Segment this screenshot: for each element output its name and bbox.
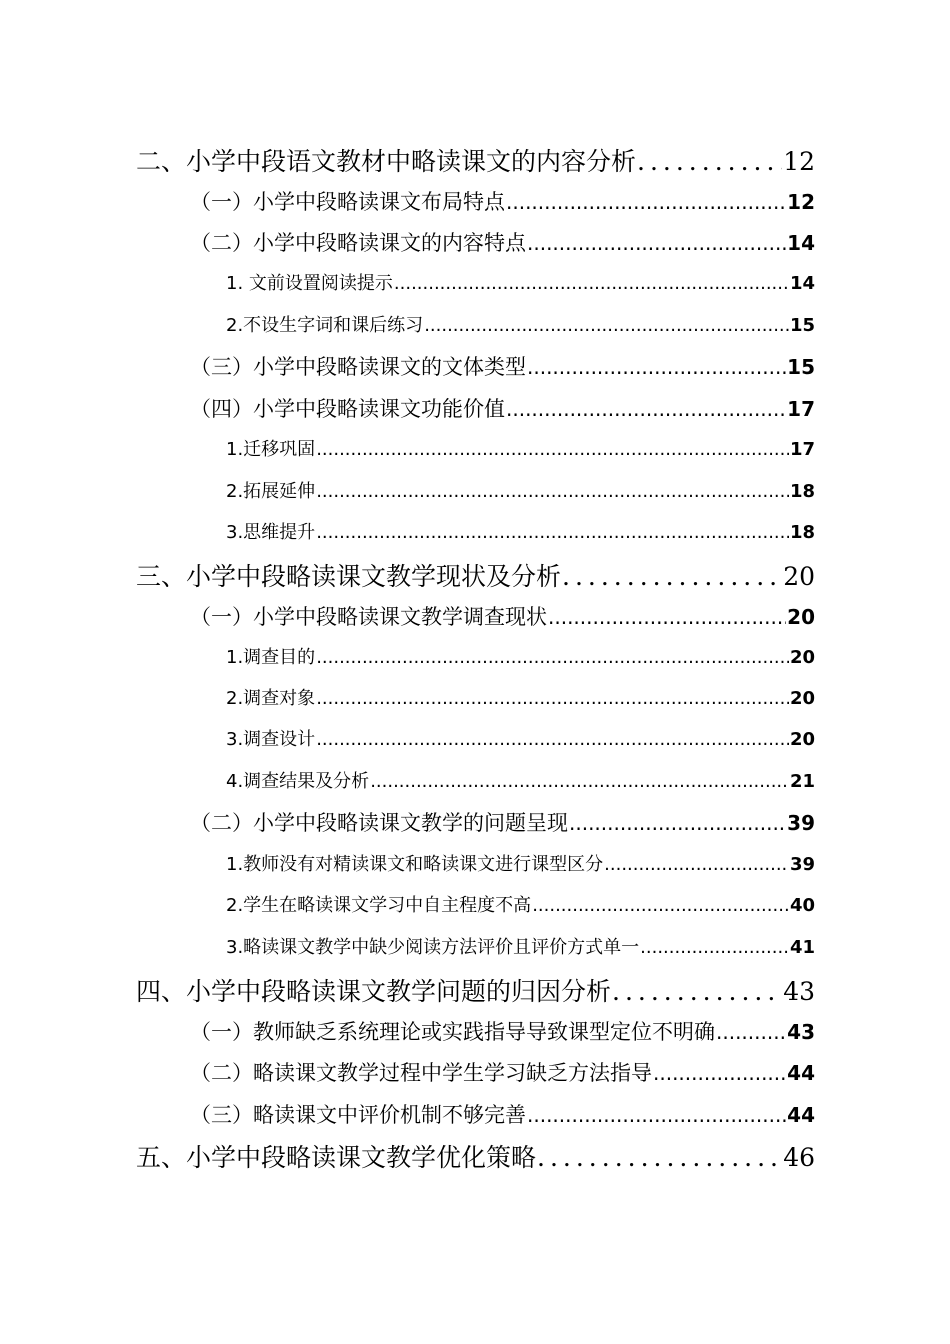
- toc-entry-label: 五、小学中段略读课文教学优化策略: [136, 1143, 537, 1172]
- dot-leader: [424, 315, 789, 336]
- dot-leader: [506, 397, 786, 421]
- toc-entry-label: （一）小学中段略读课文布局特点: [190, 190, 505, 214]
- dot-leader: [316, 688, 789, 709]
- toc-entry-page: 17: [787, 397, 815, 421]
- toc-entry-label: 2.调查对象: [226, 688, 316, 709]
- toc-entry-page: 12: [787, 190, 815, 214]
- dot-leader: [637, 147, 782, 176]
- toc-entry-page: 15: [787, 355, 815, 379]
- toc-entry[interactable]: [136, 972, 815, 1006]
- toc-entry[interactable]: [226, 518, 815, 546]
- dot-leader: [316, 647, 789, 668]
- toc-entry[interactable]: [226, 269, 815, 297]
- toc-entry-label: （四）小学中段略读课文功能价值: [190, 397, 505, 421]
- toc-entry[interactable]: [190, 1016, 815, 1046]
- toc-entry-label: 4.调查结果及分析: [226, 771, 370, 792]
- toc-entry-page: 44: [787, 1061, 815, 1085]
- toc-entry-label: 1.调查目的: [226, 647, 316, 668]
- toc-entry[interactable]: [136, 1138, 815, 1172]
- toc-entry-label: 二、小学中段语文教材中略读课文的内容分析: [136, 147, 637, 176]
- dot-leader: [316, 729, 789, 750]
- toc-entry-label: （二）略读课文教学过程中学生学习缺乏方法指导: [190, 1061, 652, 1085]
- toc-entry-label: 1.迁移巩固: [226, 439, 316, 460]
- toc-entry-label: （一）教师缺乏系统理论或实践指导导致课型定位不明确: [190, 1020, 715, 1044]
- toc-entry-page: 18: [789, 481, 815, 502]
- toc-entry-page: 39: [787, 811, 815, 835]
- dot-leader: [527, 1103, 786, 1127]
- toc-entry[interactable]: [190, 601, 815, 631]
- dot-leader: [562, 562, 782, 591]
- toc-entry-page: 20: [789, 647, 815, 668]
- toc-entry-page: 43: [787, 1020, 815, 1044]
- dot-leader: [394, 273, 789, 294]
- toc-entry-label: （二）小学中段略读课文教学的问题呈现: [190, 811, 568, 835]
- dot-leader: [640, 937, 789, 958]
- toc-entry-label: 2.不设生字词和课后练习: [226, 315, 424, 336]
- toc-entry-page: 18: [789, 522, 815, 543]
- toc-entry-label: 2.学生在略读课文学习中自主程度不高: [226, 895, 532, 916]
- dot-leader: [532, 895, 789, 916]
- toc-entry[interactable]: [226, 643, 815, 671]
- toc-entry[interactable]: [190, 1057, 815, 1087]
- toc-entry-page: 44: [787, 1103, 815, 1127]
- toc-entry[interactable]: [136, 142, 815, 176]
- toc-entry[interactable]: [136, 557, 815, 591]
- toc-entry-page: 15: [789, 315, 815, 336]
- dot-leader: [370, 771, 789, 792]
- toc-entry-label: （二）小学中段略读课文的内容特点: [190, 231, 526, 255]
- dot-leader: [612, 977, 782, 1006]
- toc-entry[interactable]: [190, 227, 815, 257]
- dot-leader: [548, 605, 786, 629]
- toc-entry-label: 四、小学中段略读课文教学问题的归因分析: [136, 977, 612, 1006]
- dot-leader: [653, 1061, 786, 1085]
- dot-leader: [316, 481, 789, 502]
- toc-entry-page: 21: [789, 771, 815, 792]
- toc-entry-label: 1.教师没有对精读课文和略读课文进行课型区分: [226, 854, 604, 875]
- toc-entry-page: 20: [789, 729, 815, 750]
- toc-entry-page: 12: [783, 147, 815, 176]
- toc-entry-page: 40: [789, 895, 815, 916]
- toc-entry-label: 2.拓展延伸: [226, 481, 316, 502]
- toc-entry[interactable]: [190, 1099, 815, 1129]
- dot-leader: [604, 854, 789, 875]
- toc-entry-page: 46: [783, 1143, 815, 1172]
- toc-entry-label: 1. 文前设置阅读提示: [226, 273, 393, 294]
- toc-entry-page: 20: [789, 688, 815, 709]
- dot-leader: [569, 811, 786, 835]
- toc-entry[interactable]: [190, 393, 815, 423]
- toc-entry-label: 3.略读课文教学中缺少阅读方法评价且评价方式单一: [226, 937, 640, 958]
- toc-entry-label: 3.调查设计: [226, 729, 316, 750]
- toc-entry-page: 43: [783, 977, 815, 1006]
- dot-leader: [527, 231, 786, 255]
- toc-entry[interactable]: [190, 807, 815, 837]
- dot-leader: [537, 1143, 782, 1172]
- toc-entry[interactable]: [226, 684, 815, 712]
- toc-entry[interactable]: [226, 477, 815, 505]
- dot-leader: [506, 190, 786, 214]
- toc-entry[interactable]: [226, 435, 815, 463]
- toc-entry-page: 14: [789, 273, 815, 294]
- toc-entry-page: 20: [787, 605, 815, 629]
- toc-entry-page: 41: [789, 937, 815, 958]
- dot-leader: [316, 522, 789, 543]
- toc-entry[interactable]: [226, 850, 815, 878]
- toc-entry[interactable]: [226, 311, 815, 339]
- toc-entry-page: 39: [789, 854, 815, 875]
- toc-entry-label: （一）小学中段略读课文教学调查现状: [190, 605, 547, 629]
- toc-entry-page: 17: [789, 439, 815, 460]
- dot-leader: [527, 355, 786, 379]
- toc-entry-label: （三）小学中段略读课文的文体类型: [190, 355, 526, 379]
- dot-leader: [716, 1020, 786, 1044]
- toc-entry[interactable]: [190, 351, 815, 381]
- toc-entry[interactable]: [226, 933, 815, 961]
- toc-entry[interactable]: [190, 186, 815, 216]
- toc-entry-label: 三、小学中段略读课文教学现状及分析: [136, 562, 562, 591]
- toc-entry[interactable]: [226, 891, 815, 919]
- toc-entry[interactable]: [226, 725, 815, 753]
- toc-entry-page: 14: [787, 231, 815, 255]
- toc-entry-label: （三）略读课文中评价机制不够完善: [190, 1103, 526, 1127]
- toc-entry-label: 3.思维提升: [226, 522, 316, 543]
- toc-entry-page: 20: [783, 562, 815, 591]
- dot-leader: [316, 439, 789, 460]
- toc-entry[interactable]: [226, 767, 815, 795]
